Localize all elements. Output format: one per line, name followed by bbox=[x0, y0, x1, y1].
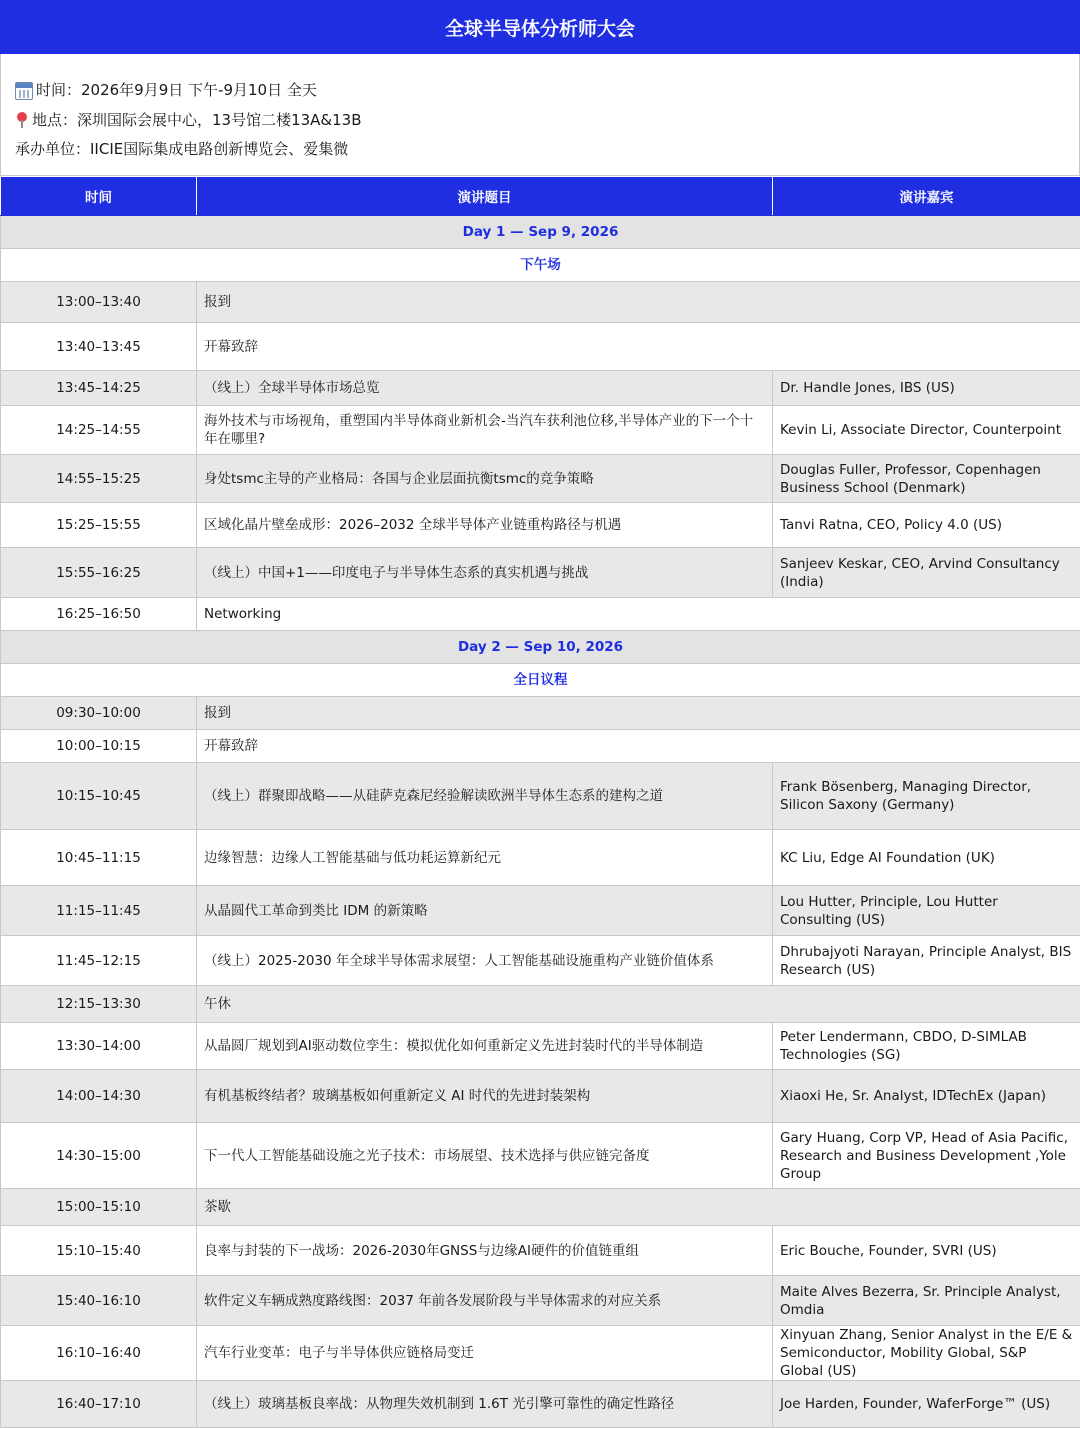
time-cell: 12:15–13:30 bbox=[1, 986, 197, 1023]
topic-cell: 下一代人工智能基础设施之光子技术：市场展望、技术选择与供应链完备度 bbox=[197, 1123, 773, 1189]
table-row bbox=[1, 371, 1080, 406]
table-row bbox=[1, 598, 1080, 631]
topic-cell: Networking bbox=[197, 598, 1080, 631]
agenda-body bbox=[1, 216, 1080, 1428]
time-cell: 11:15–11:45 bbox=[1, 886, 197, 936]
topic-cell: 茶歇 bbox=[197, 1189, 1080, 1226]
session-heading: 全日议程 bbox=[1, 664, 1080, 697]
table-row bbox=[1, 503, 1080, 548]
time-cell: 16:25–16:50 bbox=[1, 598, 197, 631]
topic-cell: 从晶圆代工革命到类比 IDM 的新策略 bbox=[197, 886, 773, 936]
table-row bbox=[1, 763, 1080, 830]
page-title: 全球半导体分析师大会 bbox=[0, 0, 1080, 54]
agenda-header-row bbox=[1, 177, 1080, 216]
time-cell: 09:30–10:00 bbox=[1, 697, 197, 730]
topic-cell: 身处tsmc主导的产业格局：各国与企业层面抗衡tsmc的竞争策略 bbox=[197, 455, 773, 503]
speaker-cell: Gary Huang, Corp VP, Head of Asia Pacific, Research and Business Development ,Yole Group bbox=[773, 1123, 1080, 1189]
table-row bbox=[1, 455, 1080, 503]
table-row bbox=[1, 548, 1080, 598]
time-cell: 14:25–14:55 bbox=[1, 406, 197, 455]
table-row bbox=[1, 936, 1080, 986]
table-row bbox=[1, 1023, 1080, 1070]
table-row bbox=[1, 282, 1080, 323]
event-info bbox=[0, 54, 1080, 176]
topic-cell: 从晶圆厂规划到AI驱动数位孪生：模拟优化如何重新定义先进封装时代的半导体制造 bbox=[197, 1023, 773, 1070]
time-cell: 13:00–13:40 bbox=[1, 282, 197, 323]
speaker-cell: Maite Alves Bezerra, Sr. Principle Analyst, Omdia bbox=[773, 1276, 1080, 1326]
topic-cell: （线上）玻璃基板良率战：从物理失效机制到 1.6T 光引擎可靠性的确定性路径 bbox=[197, 1381, 773, 1428]
topic-cell: 午休 bbox=[197, 986, 1080, 1023]
speaker-cell: Kevin Li, Associate Director, Counterpoint bbox=[773, 406, 1080, 455]
topic-cell: 报到 bbox=[197, 697, 1080, 730]
speaker-cell: Eric Bouche, Founder, SVRI (US) bbox=[773, 1226, 1080, 1276]
event-organizer bbox=[15, 135, 1079, 165]
topic-cell: 区域化晶片壁垒成形：2026–2032 全球半导体产业链重构路径与机遇 bbox=[197, 503, 773, 548]
topic-cell: 开幕致辞 bbox=[197, 323, 1080, 371]
topic-cell: 软件定义车辆成熟度路线图：2037 年前各发展阶段与半导体需求的对应关系 bbox=[197, 1276, 773, 1326]
day-heading: Day 2 — Sep 10, 2026 bbox=[1, 631, 1080, 664]
table-row bbox=[1, 406, 1080, 455]
time-cell: 16:10–16:40 bbox=[1, 1326, 197, 1381]
table-row bbox=[1, 730, 1080, 763]
table-row bbox=[1, 1381, 1080, 1428]
topic-cell: 汽车行业变革：电子与半导体供应链格局变迁 bbox=[197, 1326, 773, 1381]
calendar-icon bbox=[15, 82, 33, 100]
time-cell: 13:45–14:25 bbox=[1, 371, 197, 406]
speaker-cell: Douglas Fuller, Professor, Copenhagen Business School (Denmark) bbox=[773, 455, 1080, 503]
event-organizer-text: 承办单位：IICIE国际集成电路创新博览会、爱集微 bbox=[15, 140, 349, 158]
speaker-cell: Tanvi Ratna, CEO, Policy 4.0 (US) bbox=[773, 503, 1080, 548]
speaker-cell: Xiaoxi He, Sr. Analyst, IDTechEx (Japan) bbox=[773, 1070, 1080, 1123]
time-cell: 14:00–14:30 bbox=[1, 1070, 197, 1123]
header-topic: 演讲题目 bbox=[197, 177, 773, 216]
time-cell: 15:40–16:10 bbox=[1, 1276, 197, 1326]
time-cell: 15:00–15:10 bbox=[1, 1189, 197, 1226]
agenda-table bbox=[0, 176, 1080, 1428]
table-row bbox=[1, 697, 1080, 730]
time-cell: 15:10–15:40 bbox=[1, 1226, 197, 1276]
table-row bbox=[1, 1276, 1080, 1326]
table-row bbox=[1, 1123, 1080, 1189]
event-location-text: 地点：深圳国际会展中心，13号馆二楼13A&13B bbox=[32, 110, 362, 129]
day-heading-row bbox=[1, 631, 1080, 664]
time-cell: 14:30–15:00 bbox=[1, 1123, 197, 1189]
speaker-cell: KC Liu, Edge AI Foundation (UK) bbox=[773, 830, 1080, 886]
table-row bbox=[1, 1326, 1080, 1381]
header-time: 时间 bbox=[1, 177, 197, 216]
table-row bbox=[1, 1189, 1080, 1226]
session-heading: 下午场 bbox=[1, 249, 1080, 282]
speaker-cell: Peter Lendermann, CBDO, D-SIMLAB Technologies (SG) bbox=[773, 1023, 1080, 1070]
topic-cell: 边缘智慧：边缘人工智能基础与低功耗运算新纪元 bbox=[197, 830, 773, 886]
time-cell: 13:40–13:45 bbox=[1, 323, 197, 371]
event-time bbox=[15, 76, 1079, 106]
speaker-cell: Frank Bösenberg, Managing Director, Silicon Saxony (Germany) bbox=[773, 763, 1080, 830]
time-cell: 11:45–12:15 bbox=[1, 936, 197, 986]
time-cell: 10:45–11:15 bbox=[1, 830, 197, 886]
topic-cell: （线上）全球半导体市场总览 bbox=[197, 371, 773, 406]
speaker-cell: Dhrubajyoti Narayan, Principle Analyst, BIS Research (US) bbox=[773, 936, 1080, 986]
session-heading-row bbox=[1, 664, 1080, 697]
time-cell: 10:00–10:15 bbox=[1, 730, 197, 763]
table-row bbox=[1, 986, 1080, 1023]
table-row bbox=[1, 886, 1080, 936]
event-location bbox=[15, 106, 1079, 136]
topic-cell: （线上）2025-2030 年全球半导体需求展望：人工智能基础设施重构产业链价值体系 bbox=[197, 936, 773, 986]
time-cell: 14:55–15:25 bbox=[1, 455, 197, 503]
speaker-cell: Lou Hutter, Principle, Lou Hutter Consulting (US) bbox=[773, 886, 1080, 936]
topic-cell: 海外技术与市场视角，重塑国内半导体商业新机会-当汽车获利池位移,半导体产业的下一个十年在哪里? bbox=[197, 406, 773, 455]
topic-cell: 良率与封装的下一战场：2026-2030年GNSS与边缘AI硬件的价值链重组 bbox=[197, 1226, 773, 1276]
table-row bbox=[1, 1226, 1080, 1276]
time-cell: 10:15–10:45 bbox=[1, 763, 197, 830]
topic-cell: 报到 bbox=[197, 282, 1080, 323]
time-cell: 16:40–17:10 bbox=[1, 1381, 197, 1428]
day-heading-row bbox=[1, 216, 1080, 249]
table-row bbox=[1, 323, 1080, 371]
time-cell: 15:55–16:25 bbox=[1, 548, 197, 598]
topic-cell: 有机基板终结者？玻璃基板如何重新定义 AI 时代的先进封装架构 bbox=[197, 1070, 773, 1123]
speaker-cell: Joe Harden, Founder, WaferForge™ (US) bbox=[773, 1381, 1080, 1428]
table-row bbox=[1, 1070, 1080, 1123]
time-cell: 13:30–14:00 bbox=[1, 1023, 197, 1070]
session-heading-row bbox=[1, 249, 1080, 282]
header-speaker: 演讲嘉宾 bbox=[773, 177, 1080, 216]
day-heading: Day 1 — Sep 9, 2026 bbox=[1, 216, 1080, 249]
topic-cell: （线上）群聚即战略——从硅萨克森尼经验解读欧洲半导体生态系的建构之道 bbox=[197, 763, 773, 830]
topic-cell: （线上）中国+1——印度电子与半导体生态系的真实机遇与挑战 bbox=[197, 548, 773, 598]
topic-cell: 开幕致辞 bbox=[197, 730, 1080, 763]
speaker-cell: Sanjeev Keskar, CEO, Arvind Consultancy (India) bbox=[773, 548, 1080, 598]
event-time-text: 时间：2026年9月9日 下午-9月10日 全天 bbox=[36, 81, 317, 99]
table-row bbox=[1, 830, 1080, 886]
time-cell: 15:25–15:55 bbox=[1, 503, 197, 548]
pushpin-icon bbox=[15, 111, 29, 129]
speaker-cell: Dr. Handle Jones, IBS (US) bbox=[773, 371, 1080, 406]
speaker-cell: Xinyuan Zhang, Senior Analyst in the E/E & Semiconductor, Mobility Global, S&P Global (US) bbox=[773, 1326, 1080, 1381]
